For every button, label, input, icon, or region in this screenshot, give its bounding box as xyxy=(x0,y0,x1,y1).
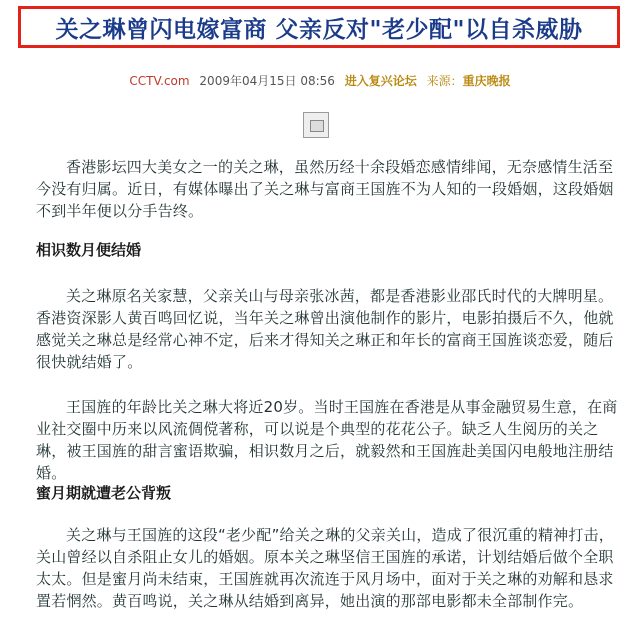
source-link[interactable]: CCTV.com xyxy=(129,74,190,88)
paragraph-intro: 香港影坛四大美女之一的关之琳，虽然历经十余段婚恋感情绯闻，无奈感情生活至今没有归属。近日，有媒体曝出了关之琳与富商王国旌不为人知的一段婚姻，这段婚姻不到半年便以分手告终。 xyxy=(36,158,614,220)
paragraph-3: 王国旌的年龄比关之琳大将近20岁。当时王国旌在香港是从事金融贸易生意，在商业社交圈中历来以风流倜傥著称，可以说是个典型的花花公子。缺乏人生阅历的关之琳，被王国旌的甜言蜜语欺骗，相识数月之后，就毅然和王国旌赴美国闪电般地注册结婚。 xyxy=(36,398,618,482)
headline: 关之琳曾闪电嫁富商 父亲反对"老少配"以自杀威胁 xyxy=(55,15,583,43)
source-value: 重庆晚报 xyxy=(462,74,511,88)
broken-image-icon xyxy=(303,112,329,138)
paragraph-4: 关之琳与王国旌的这段“老少配”给关之琳的父亲关山，造成了很沉重的精神打击，关山曾经以自杀阻止女儿的婚姻。原本关之琳坚信王国旌的承诺，计划结婚后做个全职太太。但是蜜月尚未结束，王国旌就再次流连于风月场中，面对于关之琳的劝解和恳求置若惘然。黄百鸣说，关之琳从结婚到离异，她出演的那部电影都未全部制作完。 xyxy=(36,526,614,610)
headline-box xyxy=(18,6,620,48)
article-meta xyxy=(0,72,640,89)
subhead-1: 相识数月便结婚 xyxy=(36,241,142,259)
publish-datetime: 2009年04月15日 08:56 xyxy=(199,74,335,88)
forum-link[interactable]: 进入复兴论坛 xyxy=(344,74,417,88)
subhead-2: 蜜月期就遭老公背叛 xyxy=(36,484,172,502)
paragraph-2: 关之琳原名关家慧，父亲关山与母亲张冰茜，都是香港影业邵氏时代的大牌明星。香港资深影人黄百鸣回忆说，当年关之琳曾出演他制作的影片，电影拍摄后不久，他就感觉关之琳总是经常心神不定，后来才得知关之琳正和年长的富商王国旌谈恋爱，随后很快就结婚了。 xyxy=(36,287,614,371)
source-label: 来源：重庆晚报 xyxy=(426,74,511,88)
